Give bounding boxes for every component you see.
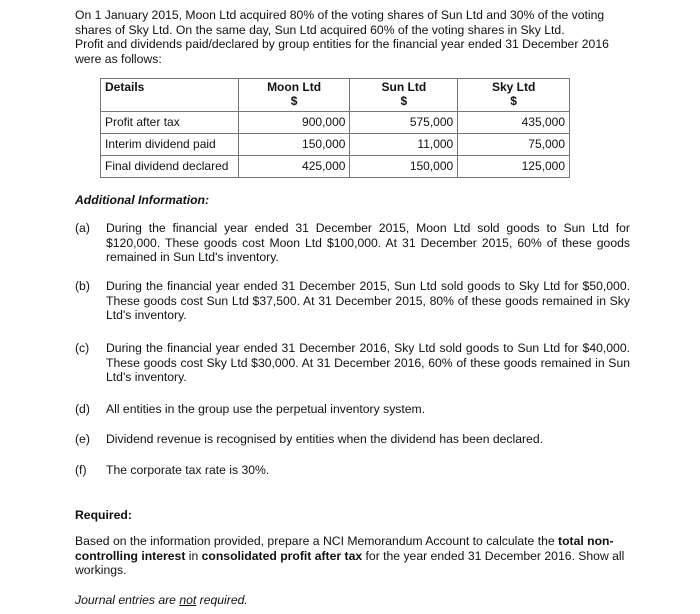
item-text: During the financial year ended 31 December 2015, Moon Ltd sold goods to Sun Ltd for $120,000. These goods cost Moon Ltd $100,000. At 31 December 2015, 60% of these goods remained in Sun Ltd's inventory. bbox=[106, 221, 630, 264]
required-paragraph bbox=[75, 534, 630, 578]
intro-text-2: Profit and dividends paid/declared by group entities for the financial year ended 31 December 2016 were as follows: bbox=[75, 37, 609, 66]
item-label: (a) bbox=[75, 221, 90, 235]
item-text: All entities in the group use the perpetual inventory system. bbox=[106, 402, 426, 416]
cell: 900,000 bbox=[238, 112, 350, 134]
cell: 425,000 bbox=[238, 156, 350, 178]
unit: $ bbox=[400, 94, 408, 108]
underlined-text: not bbox=[179, 593, 197, 607]
item-label: (c) bbox=[75, 341, 90, 355]
item-text: During the financial year ended 31 December 2016, Sky Ltd sold goods to Sun Ltd for $40,000. These goods cost Sky Ltd $30,000. At 31 December 2016, 60% of these goods remained in Sun Ltd's inventory. bbox=[106, 341, 630, 384]
cell: 75,000 bbox=[458, 134, 570, 156]
text: in bbox=[185, 548, 202, 563]
text: Based on the information provided, prepare a NCI Memorandum Account to calculate the bbox=[75, 534, 559, 548]
table-header-row bbox=[101, 79, 570, 112]
row-label: Interim dividend paid bbox=[101, 134, 239, 156]
item-text: The corporate tax rate is 30%. bbox=[106, 463, 270, 477]
journal-note bbox=[75, 593, 630, 608]
table-row bbox=[101, 156, 570, 178]
text: for the year ended 31 December 2016. Show all workings. bbox=[75, 548, 625, 577]
row-label: Final dividend declared bbox=[101, 156, 239, 178]
cell: 125,000 bbox=[458, 156, 570, 178]
cell: 435,000 bbox=[458, 112, 570, 134]
text: required. bbox=[196, 593, 248, 607]
required-heading: Required: bbox=[75, 508, 132, 522]
header-sun bbox=[350, 79, 458, 112]
intro-paragraph bbox=[75, 8, 630, 66]
intro-text: On 1 January 2015, Moon Ltd acquired 80% of the voting shares of Sun Ltd and 30% of the voting shares of Sky Ltd. On the same day, Sun Ltd acquired 60% of the voting shares in Sky Ltd. bbox=[75, 8, 605, 37]
profit-dividend-table bbox=[100, 78, 570, 178]
header-moon bbox=[238, 79, 350, 112]
item-text: Dividend revenue is recognised by entities when the dividend has been declared. bbox=[106, 432, 544, 446]
header-sky bbox=[458, 79, 570, 112]
additional-info-heading: Additional Information: bbox=[75, 193, 210, 207]
item-text: During the financial year ended 31 December 2015, Sun Ltd sold goods to Sky Ltd for $50,000. These goods cost Sun Ltd $37,500. At 31 December 2015, 80% of these goods remained in Sky Ltd's inventory. bbox=[106, 279, 630, 322]
header-details: Details bbox=[101, 79, 239, 112]
header-label: Sun Ltd bbox=[381, 80, 427, 94]
cell: 150,000 bbox=[350, 156, 458, 178]
cell: 150,000 bbox=[238, 134, 350, 156]
table-row bbox=[101, 112, 570, 134]
cell: 11,000 bbox=[350, 134, 458, 156]
unit: $ bbox=[510, 94, 517, 108]
header-label: Moon Ltd bbox=[267, 80, 322, 94]
header-label: Sky Ltd bbox=[491, 80, 536, 94]
bold-text: total non-controlling interest bbox=[75, 534, 614, 563]
item-label: (e) bbox=[75, 432, 90, 446]
cell: 575,000 bbox=[350, 112, 458, 134]
row-label: Profit after tax bbox=[101, 112, 239, 134]
item-label: (f) bbox=[75, 463, 87, 477]
unit: $ bbox=[290, 94, 298, 108]
item-label: (d) bbox=[75, 402, 90, 416]
item-label: (b) bbox=[75, 279, 90, 293]
text: Journal entries are bbox=[75, 593, 180, 607]
table-row bbox=[101, 134, 570, 156]
bold-text: consolidated profit after tax bbox=[201, 548, 363, 563]
